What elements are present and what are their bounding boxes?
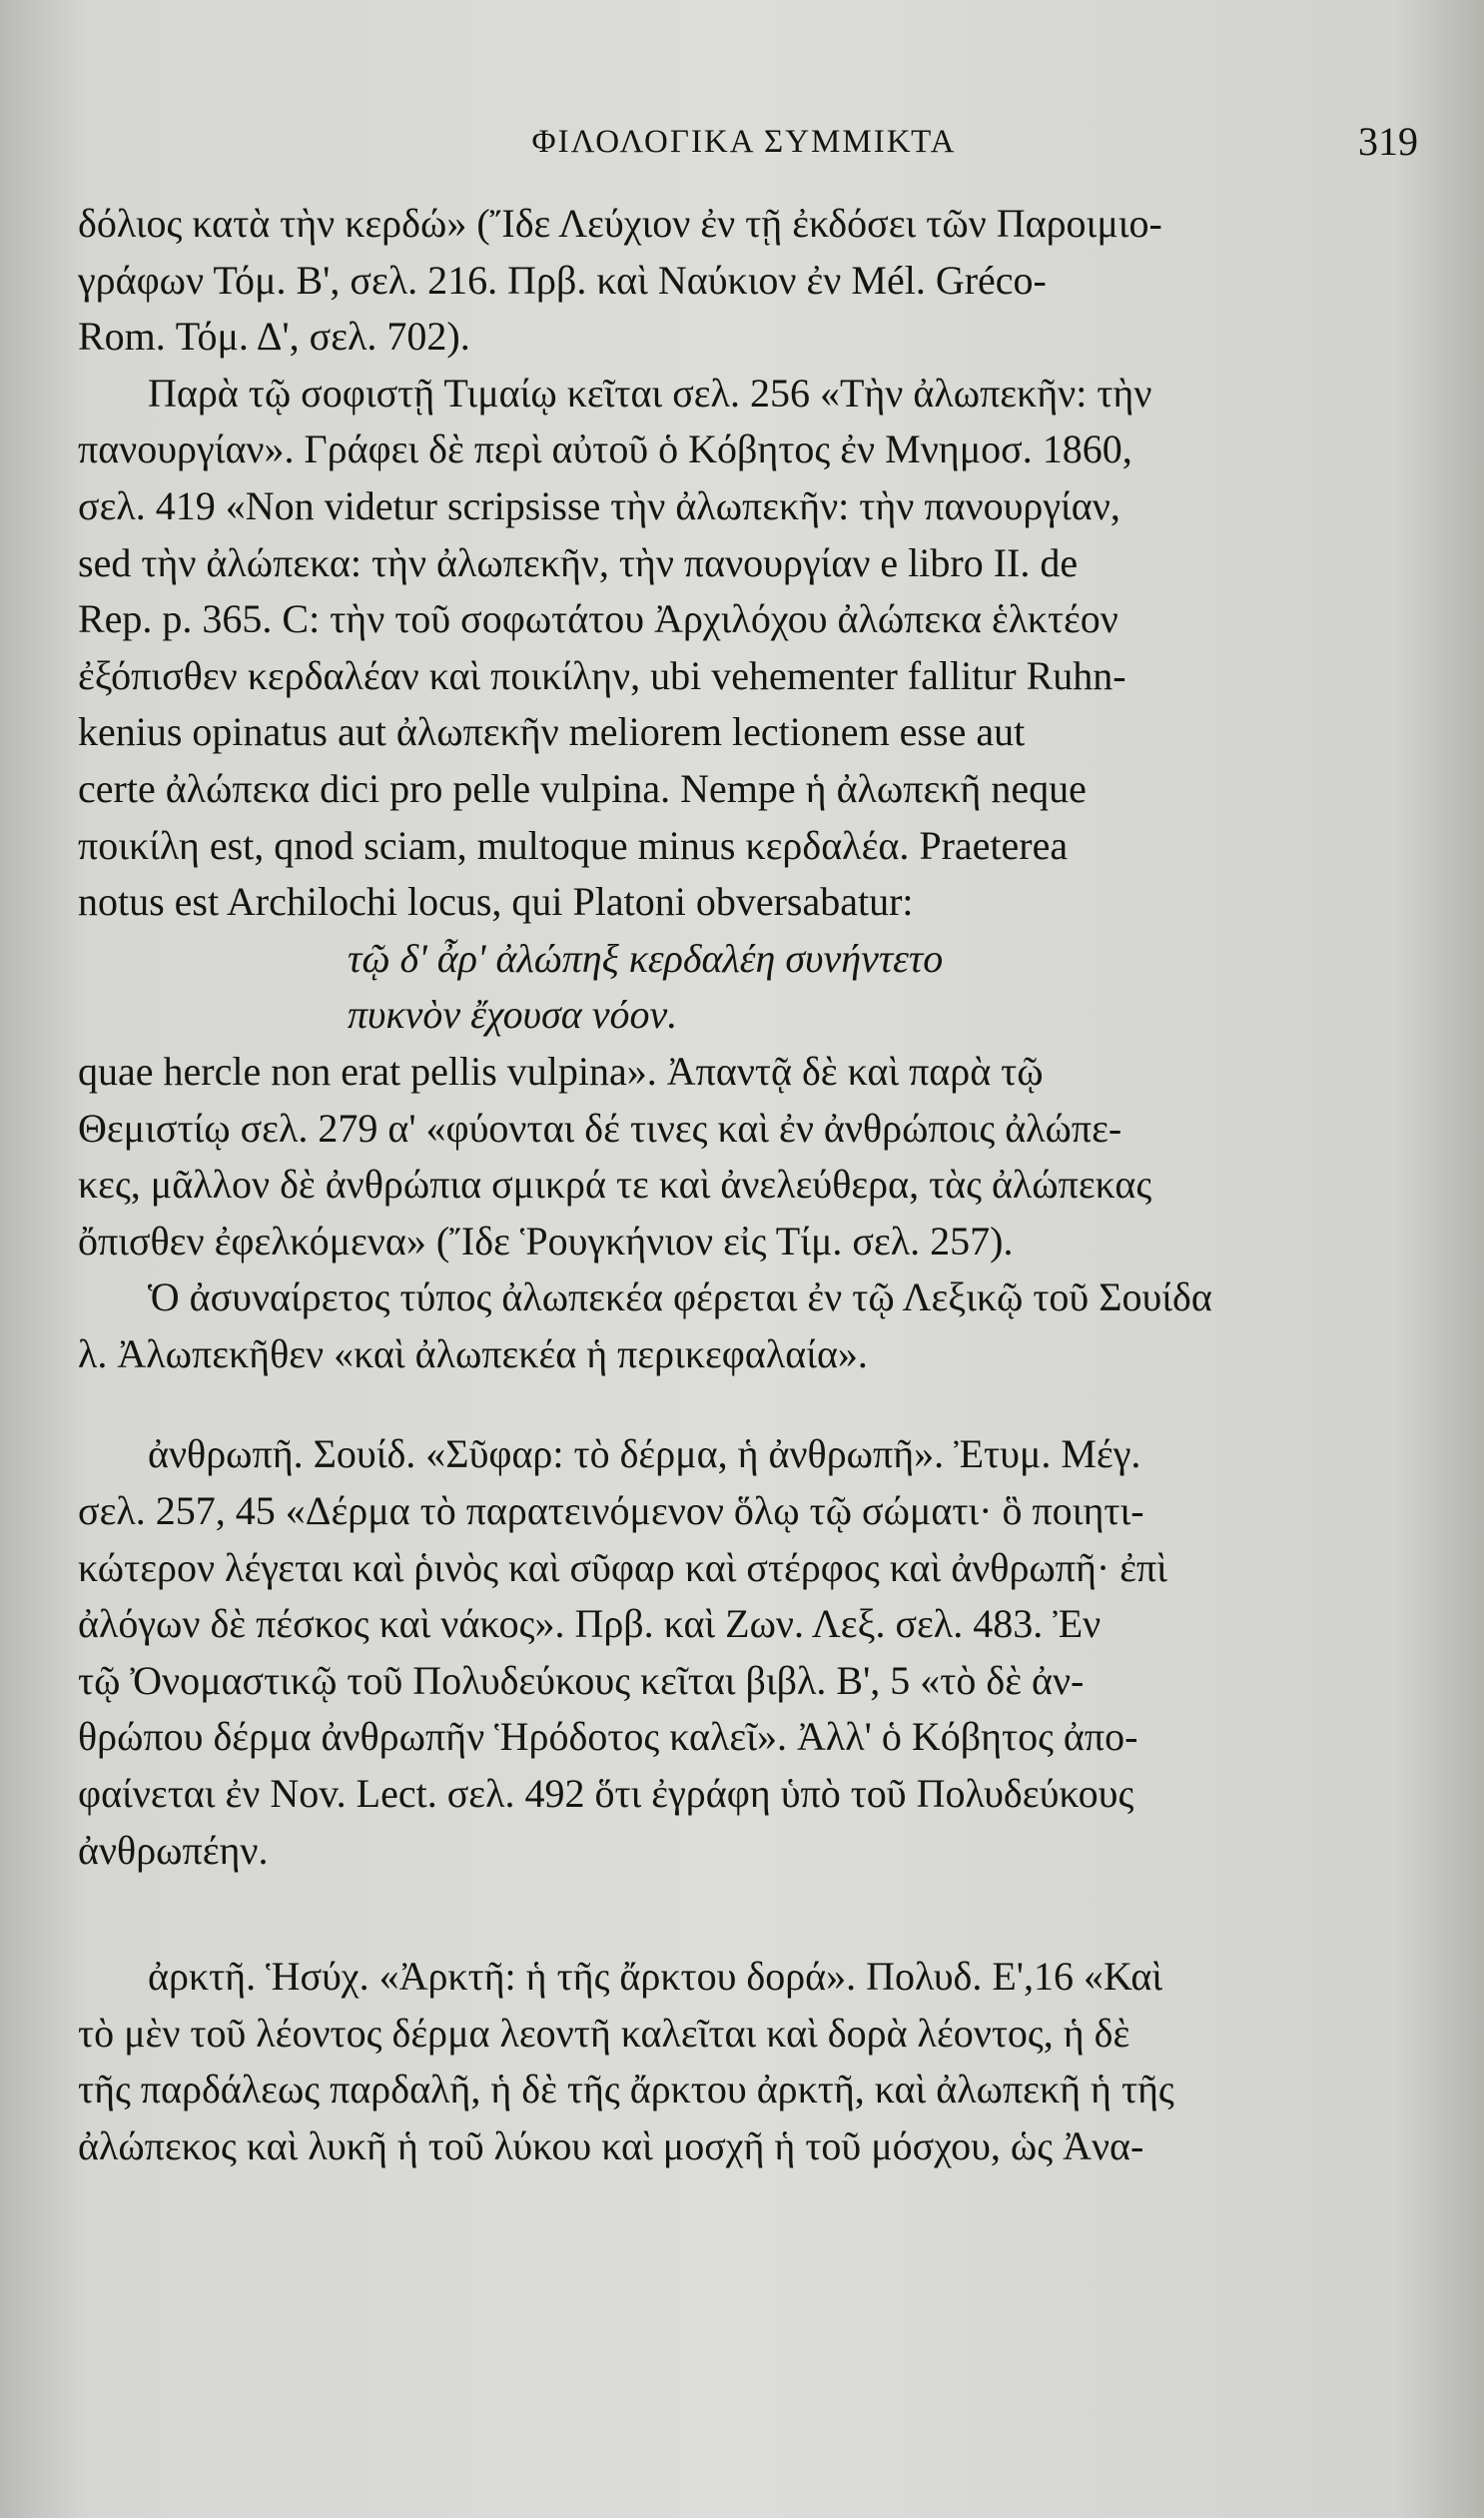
section-gap — [78, 1879, 1426, 1949]
text-line: Ὁ ἀσυναίρετος τύπος ἀλωπεκέα φέρεται ἐν τῷ Λεξικῷ τοῦ Σουίδα — [148, 1274, 1212, 1320]
text-line: πανουργίαν». Γράφει δὲ περὶ αὐτοῦ ὁ Κόβητος ἐν Μνημοσ. 1860, — [78, 426, 1132, 472]
text-line: ἀρκτῆ. Ἡσύχ. «Ἀρκτῆ: ἡ τῆς ἄρκτου δορά». Πολυδ. Ε',16 «Καὶ — [148, 1954, 1163, 2000]
text-line: Θεμιστίῳ σελ. 279 α' «φύονται δέ τινες καὶ ἐν ἀνθρώποις ἀλώπε- — [78, 1105, 1122, 1151]
section-gap — [78, 1382, 1426, 1426]
text-line: ἐξόπισθεν κερδαλέαν καὶ ποικίλην, ubi vehementer fallitur Ruhn- — [78, 652, 1126, 698]
text-line: δόλιος κατὰ τὴν κερδώ» (Ἴδε Λεύχιον ἐν τῇ ἐκδόσει τῶν Παροιμιο- — [78, 201, 1162, 246]
text-line: κώτερον λέγεται καὶ ῥινὸς καὶ σῦφαρ καὶ στέρφος καὶ ἀνθρωπῆ· ἐπὶ — [78, 1544, 1167, 1590]
page-header — [70, 119, 1418, 184]
verse-line: πυκνὸν ἔχουσα νόον. — [348, 992, 678, 1038]
text-line: ὄπισθεν ἐφελκόμενα» (Ἴδε Ῥουγκήνιον εἰς Τίμ. σελ. 257). — [78, 1218, 1014, 1263]
page-number: 319 — [1358, 119, 1418, 164]
text-line: τὸ μὲν τοῦ λέοντος δέρμα λεοντῆ καλεῖται καὶ δορὰ λέοντος, ἡ δὲ — [78, 2010, 1130, 2056]
running-head: ΦΙΛΟΛΟΓΙΚΑ ΣΥΜΜΙΚΤΑ — [531, 124, 957, 160]
text-line: sed τὴν ἀλώπεκα: τὴν ἀλωπεκῆν, τὴν πανουργίαν e libro II. de — [78, 539, 1079, 585]
text-line: λ. Ἀλωπεκῆθεν «καὶ ἀλωπεκέα ἡ περικεφαλαία». — [78, 1330, 868, 1376]
text-line: quae hercle non erat pellis vulpina». Ἀπαντᾷ δὲ καὶ παρὰ τῷ — [78, 1048, 1044, 1094]
text-line: γράφων Τόμ. Β', σελ. 216. Πρβ. καὶ Ναύκιον ἐν Mél. Gréco- — [78, 257, 1047, 303]
text-line: θρώπου δέρμα ἀνθρωπῆν Ἡρόδοτος καλεῖ». Ἀλλ' ὁ Κόβητος ἀπο- — [78, 1714, 1138, 1760]
text-line: κες, μᾶλλον δὲ ἀνθρώπια σμικρά τε καὶ ἀνελεύθερα, τὰς ἀλώπεκας — [78, 1162, 1152, 1208]
text-line: σελ. 257, 45 «Δέρμα τὸ παρατεινόμενον ὅλῳ τῷ σώματι· ὃ ποιητι- — [78, 1488, 1144, 1534]
text-line: σελ. 419 «Non videtur scripsisse τὴν ἀλωπεκῆν: τὴν πανουργίαν, — [78, 482, 1120, 528]
text-line: ἀνθρωπέην. — [78, 1827, 269, 1873]
text-line: Rom. Τόμ. Δ', σελ. 702). — [78, 314, 470, 360]
text-line: Rep. p. 365. C: τὴν τοῦ σοφωτάτου Ἀρχιλόχου ἀλώπεκα ἑλκτέον — [78, 596, 1118, 642]
text-line: Παρὰ τῷ σοφιστῇ Τιμαίῳ κεῖται σελ. 256 «Τὴν ἀλωπεκῆν: τὴν — [148, 370, 1152, 416]
text-line: φαίνεται ἐν Nov. Lect. σελ. 492 ὅτι ἐγράφη ὑπὸ τοῦ Πολυδεύκους — [78, 1771, 1134, 1817]
text-line: ἀλόγων δὲ πέσκος καὶ νάκος». Πρβ. καὶ Ζων. Λεξ. σελ. 483. Ἐν — [78, 1601, 1102, 1647]
text-line: ἀνθρωπῆ. Σουίδ. «Σῦφαρ: τὸ δέρμα, ἡ ἀνθρωπῆ». Ἐτυμ. Μέγ. — [148, 1431, 1141, 1477]
body-text — [78, 196, 1426, 2175]
text-line: τῷ Ὀνομαστικῷ τοῦ Πολυδεύκους κεῖται βιβλ. Β', 5 «τὸ δὲ ἀν- — [78, 1657, 1085, 1703]
text-line: kenius opinatus aut ἀλωπεκῆν meliorem lectionem esse aut — [78, 709, 1026, 755]
text-line: ποικίλη est, qnod sciam, multoque minus κερδαλέα. Praeterea — [78, 822, 1069, 868]
text-line: certe ἀλώπεκα dici pro pelle vulpina. Nempe ἡ ἀλωπεκῆ neque — [78, 765, 1087, 811]
text-line: notus est Archilochi locus, qui Platoni obversabatur: — [78, 879, 914, 925]
text-line: τῆς παρδάλεως παρδαλῆ, ἡ δὲ τῆς ἄρκτου ἀρκτῆ, καὶ ἀλωπεκῆ ἡ τῆς — [78, 2067, 1174, 2112]
text-line: ἀλώπεκος καὶ λυκῆ ἡ τοῦ λύκου καὶ μοσχῆ ἡ τοῦ μόσχου, ὡς Ἀνα- — [78, 2123, 1144, 2168]
verse-line: τῷ δ' ἆρ' ἀλώπηξ κερδαλέη συνήντετο — [348, 935, 944, 981]
